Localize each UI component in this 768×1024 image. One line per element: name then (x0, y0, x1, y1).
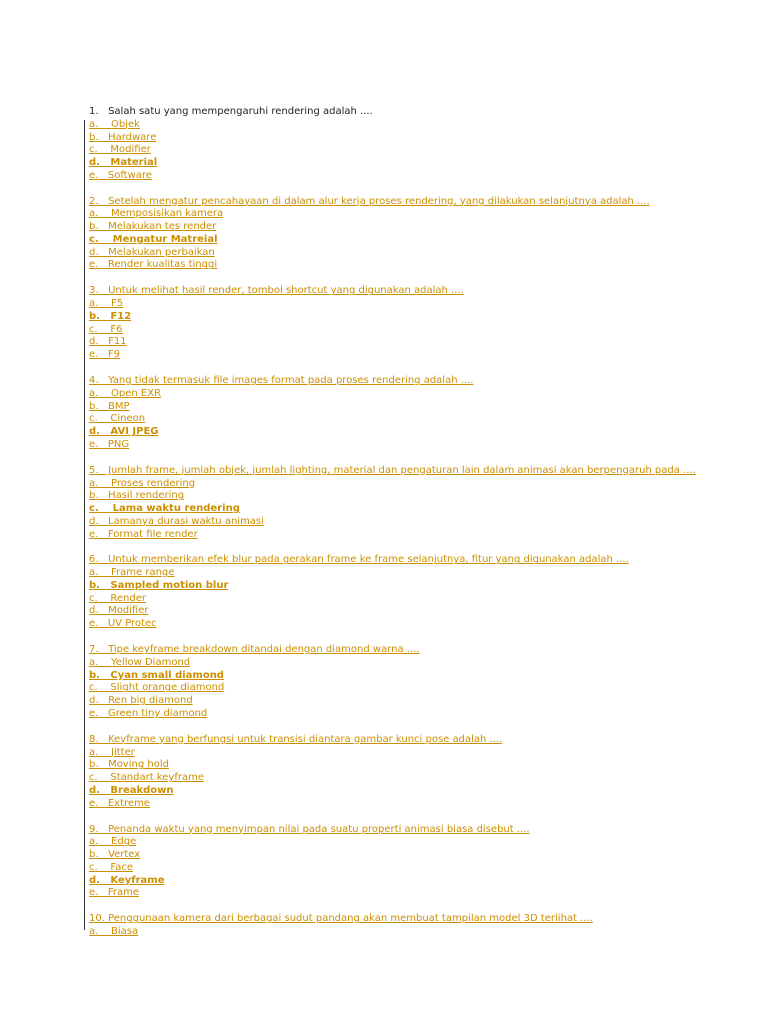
answer-option[interactable]: e. Extreme (89, 797, 150, 809)
question-block (89, 824, 689, 901)
answer-option[interactable]: c. F6 (89, 323, 123, 335)
answer-option[interactable]: c. Slight orange diamond (89, 682, 225, 694)
answer-option[interactable]: b. Hardware (89, 131, 157, 143)
question-block (89, 734, 689, 811)
answer-option[interactable]: d. Modifier (89, 605, 149, 617)
answer-option[interactable]: c. Render (89, 592, 146, 604)
answer-option[interactable]: a. Objek (89, 118, 140, 130)
answer-option[interactable]: a. Memposisikan kamera (89, 208, 224, 220)
answer-option[interactable]: d. Ren big diamond (89, 695, 193, 707)
answer-option[interactable]: b. Moving hold (89, 759, 169, 771)
question-block (89, 285, 689, 362)
question-block (89, 106, 689, 183)
answer-option[interactable]: d. Melakukan perbaikan (89, 246, 215, 258)
answer-option[interactable]: e. Format file render (89, 528, 198, 540)
question-text[interactable]: 3. Untuk melihat hasil render, tombol shortcut yang digunakan adalah .... (89, 285, 464, 297)
answer-option[interactable]: a. Frame range (89, 567, 175, 579)
answer-option[interactable]: b. Hasil rendering (89, 490, 185, 502)
answer-option[interactable]: b. Melakukan tes render (89, 221, 217, 233)
answer-option[interactable]: b. Vertex (89, 849, 141, 860)
question-text[interactable]: 5. Jumlah frame, jumlah objek, jumlah lighting, material dan pengaturan lain dalam animasi akan berpengaruh pada .... (89, 464, 696, 476)
answer-option[interactable]: e. Frame (89, 887, 140, 899)
answer-option-correct[interactable]: c. Lama waktu rendering (89, 503, 240, 514)
answer-option-correct[interactable]: b. F12 (89, 310, 132, 322)
question-block (89, 554, 689, 631)
answer-option-correct[interactable]: c. Mengatur Matreial (89, 233, 218, 245)
answer-option[interactable]: b. BMP (89, 400, 130, 412)
question-text: 1. Salah satu yang mempengaruhi rendering adalah .... (89, 106, 373, 117)
answer-option[interactable]: e. Software (89, 169, 152, 181)
question-text[interactable]: 6. Untuk memberikan efek blur pada gerakan frame ke frame selanjutnya, fitur yang digunakan adalah .... (89, 554, 629, 566)
answer-option-correct[interactable]: d. Keyframe (89, 874, 165, 886)
question-block (89, 375, 689, 452)
question-block (89, 913, 689, 939)
answer-option[interactable]: c. Modifier (89, 144, 151, 156)
question-block (89, 196, 689, 273)
question-text[interactable]: 4. Yang tidak termasuk file images format pada proses rendering adalah .... (89, 375, 474, 387)
question-text[interactable]: 9. Penanda waktu yang menyimpan nilai pada suatu properti animasi biasa disebut .... (89, 823, 530, 835)
question-block (89, 464, 696, 542)
answer-option[interactable]: a. Biasa (89, 925, 139, 937)
question-text[interactable]: 7. Tipe keyframe breakdown ditandai dengan diamond warna .... (89, 644, 420, 656)
answer-option[interactable]: a. Open EXR (89, 387, 162, 399)
answer-option[interactable]: a. Jitter (89, 746, 135, 758)
answer-option[interactable]: a. Yellow Diamond (89, 656, 191, 668)
answer-option-correct[interactable]: b. Cyan small diamond (89, 669, 224, 681)
answer-option[interactable]: e. PNG (89, 438, 130, 450)
answer-option-correct[interactable]: d. Material (89, 157, 158, 168)
answer-option[interactable]: e. UV Protec (89, 618, 157, 630)
margin-rule (84, 120, 85, 930)
answer-option[interactable]: d. Lamanya durasi waktu animasi (89, 515, 264, 527)
answer-option-correct[interactable]: b. Sampled motion blur (89, 579, 229, 591)
answer-option-correct[interactable]: d. Breakdown (89, 784, 174, 796)
answer-option[interactable]: c. Standart keyframe (89, 772, 204, 784)
answer-option[interactable]: a. Edge (89, 836, 137, 848)
quiz-document (89, 106, 696, 952)
question-text[interactable]: 10. Penggunaan kamera dari berbagai sudut pandang akan membuat tampilan model 3D terlihat .... (89, 913, 593, 925)
question-text[interactable]: 8. Keyframe yang berfungsi untuk transisi diantara gambar kunci pose adalah .... (89, 733, 503, 745)
question-block (89, 644, 689, 721)
answer-option[interactable]: e. Render kualitas tinggi (89, 259, 218, 271)
answer-option[interactable]: a. Proses rendering (89, 477, 196, 489)
question-text[interactable]: 2. Setelah mengatur pencahayaan di dalam alur kerja proses rendering, yang dilakukan selanjutnya adalah .... (89, 195, 650, 207)
answer-option[interactable]: e. Green tiny diamond (89, 707, 208, 719)
answer-option[interactable]: e. F9 (89, 349, 120, 361)
answer-option-correct[interactable]: d. AVI JPEG (89, 426, 159, 438)
answer-option[interactable]: d. F11 (89, 336, 127, 348)
answer-option[interactable]: c. Face (89, 861, 134, 873)
answer-option[interactable]: a. F5 (89, 298, 124, 310)
answer-option[interactable]: c. Cineon (89, 413, 146, 425)
